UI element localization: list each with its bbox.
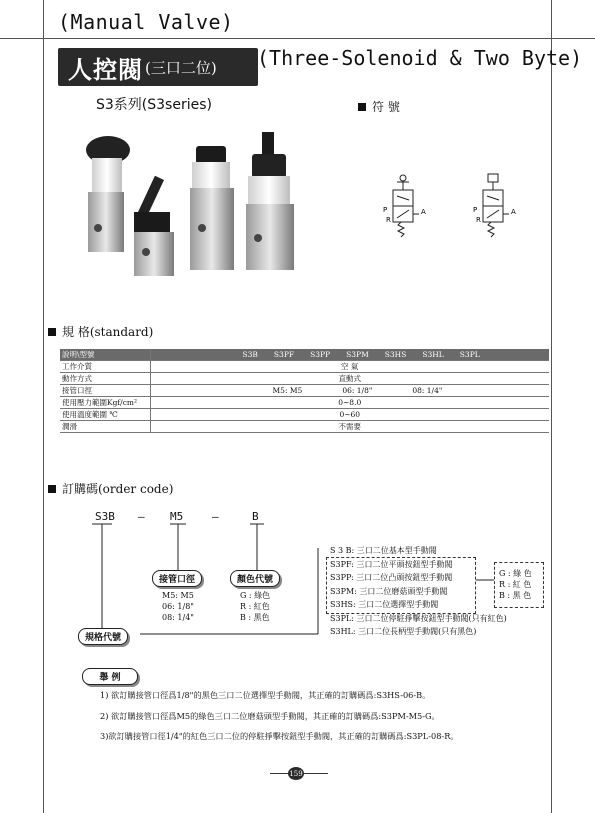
model-option: S3HL: 三口二位長柄型手動閥(只有黑色) [330, 627, 477, 636]
model-s3pf: S3PF [273, 350, 295, 359]
port-size-06: 06: 1/8" [342, 386, 373, 395]
model-options [330, 544, 507, 639]
example-item-3: 3)欲訂購接管口徑1/4"的紅色三口二位的停駐掙擊按鈕型手動閥，其正確的訂購碼爲:S3PL-08-R。 [100, 731, 459, 741]
series-label: S3系列(S3series) [96, 97, 212, 113]
code-part-port: M5 [170, 510, 184, 523]
code-part-color: B [252, 510, 259, 523]
spec-row: 接管口徑 M5: M5 06: 1/8" 08: 1/4" [60, 385, 549, 397]
example-tag: 舉 例 [82, 668, 138, 685]
symbol-a-label: A [511, 208, 516, 216]
code-dash: — [212, 510, 219, 523]
port-options: M5: M5 06: 1/8" 08: 1/4" [162, 591, 194, 622]
model-s3hl: S3HL [422, 350, 444, 359]
model-s3pl: S3PL [459, 350, 480, 359]
model-option: S3PP: 三口二位凸頭按鈕型手動閥 [330, 573, 453, 582]
spec-row: 工作介質 空 氣 [60, 361, 549, 373]
example-item-1: 1) 欲訂購接管口徑爲1/8"的黑色三口二位選擇型手動閥，其正確的訂購碼爲:S3HS-06-B。 [100, 690, 431, 700]
spec-row: 動作方式 直動式 [60, 373, 549, 385]
banner-sub: (三口二位) [145, 58, 217, 77]
page-number: 159 [288, 767, 304, 780]
port-size-m5: M5: M5 [272, 386, 303, 395]
subtitle: (Three-Solenoid & Two Byte) [257, 46, 583, 70]
symbol-section-title: 符 號 [358, 98, 400, 115]
model-s3hs: S3HS [384, 350, 407, 359]
spec-section-title: 規 格(standard) [48, 323, 153, 340]
spec-row: 使用壓力範圍Kgf/cm² 0~8.0 [60, 397, 549, 409]
symbol-p-label: P [473, 206, 478, 214]
example-item-2: 2) 欲訂購接管口徑爲M5的綠色三口二位磨菇頭型手動閥，其正確的訂購碼爲:S3PM-M5-G。 [100, 711, 440, 721]
spec-header-label: 說明\型號 [60, 349, 150, 361]
model-option: S3PL: 三口二位停駐掙擊按鈕型手動閥(只有紅色) [330, 613, 507, 623]
model-tag: 規格代號 [78, 628, 128, 645]
symbol-p-label: P [383, 206, 388, 214]
model-option: S3PM: 三口二位磨菇頭型手動閥 [330, 586, 448, 596]
banner-main: 人控閥 [68, 54, 143, 84]
model-s3pp: S3PP [310, 350, 331, 359]
color-tag: 顏色代號 [230, 570, 280, 587]
model-s3b: S3B [242, 350, 258, 359]
color-options: G : 綠色 R : 紅色 B : 黑色 [240, 591, 271, 622]
symbol-r-label: R [386, 216, 391, 224]
model-option: S 3 B: 三口二位基本型手動閥 [330, 546, 437, 555]
code-dash: — [138, 510, 145, 523]
port-size-08: 08: 1/4" [412, 386, 443, 395]
side-color-options: G : 綠 色 R : 紅 色 B : 黑 色 [499, 569, 532, 600]
code-part-model: S3B [95, 510, 115, 523]
manual-valve-title: (Manual Valve) [58, 10, 234, 34]
symbol-r-label: R [476, 216, 481, 224]
spec-row: 潤滑 不需要 [60, 421, 549, 433]
order-section-title: 訂購碼(order code) [48, 480, 173, 497]
model-option: S3HS: 三口二位選擇型手動閥 [330, 600, 439, 609]
spec-row: 使用溫度範圍 ℃ 0~60 [60, 409, 549, 421]
symbol-a-label: A [421, 208, 426, 216]
model-option: S3PF: 三口二位平頭按鈕型手動閥 [330, 559, 453, 569]
footer-rule-right [304, 773, 328, 774]
model-s3pm: S3PM [346, 350, 369, 359]
port-tag: 接管口徑 [152, 570, 202, 587]
